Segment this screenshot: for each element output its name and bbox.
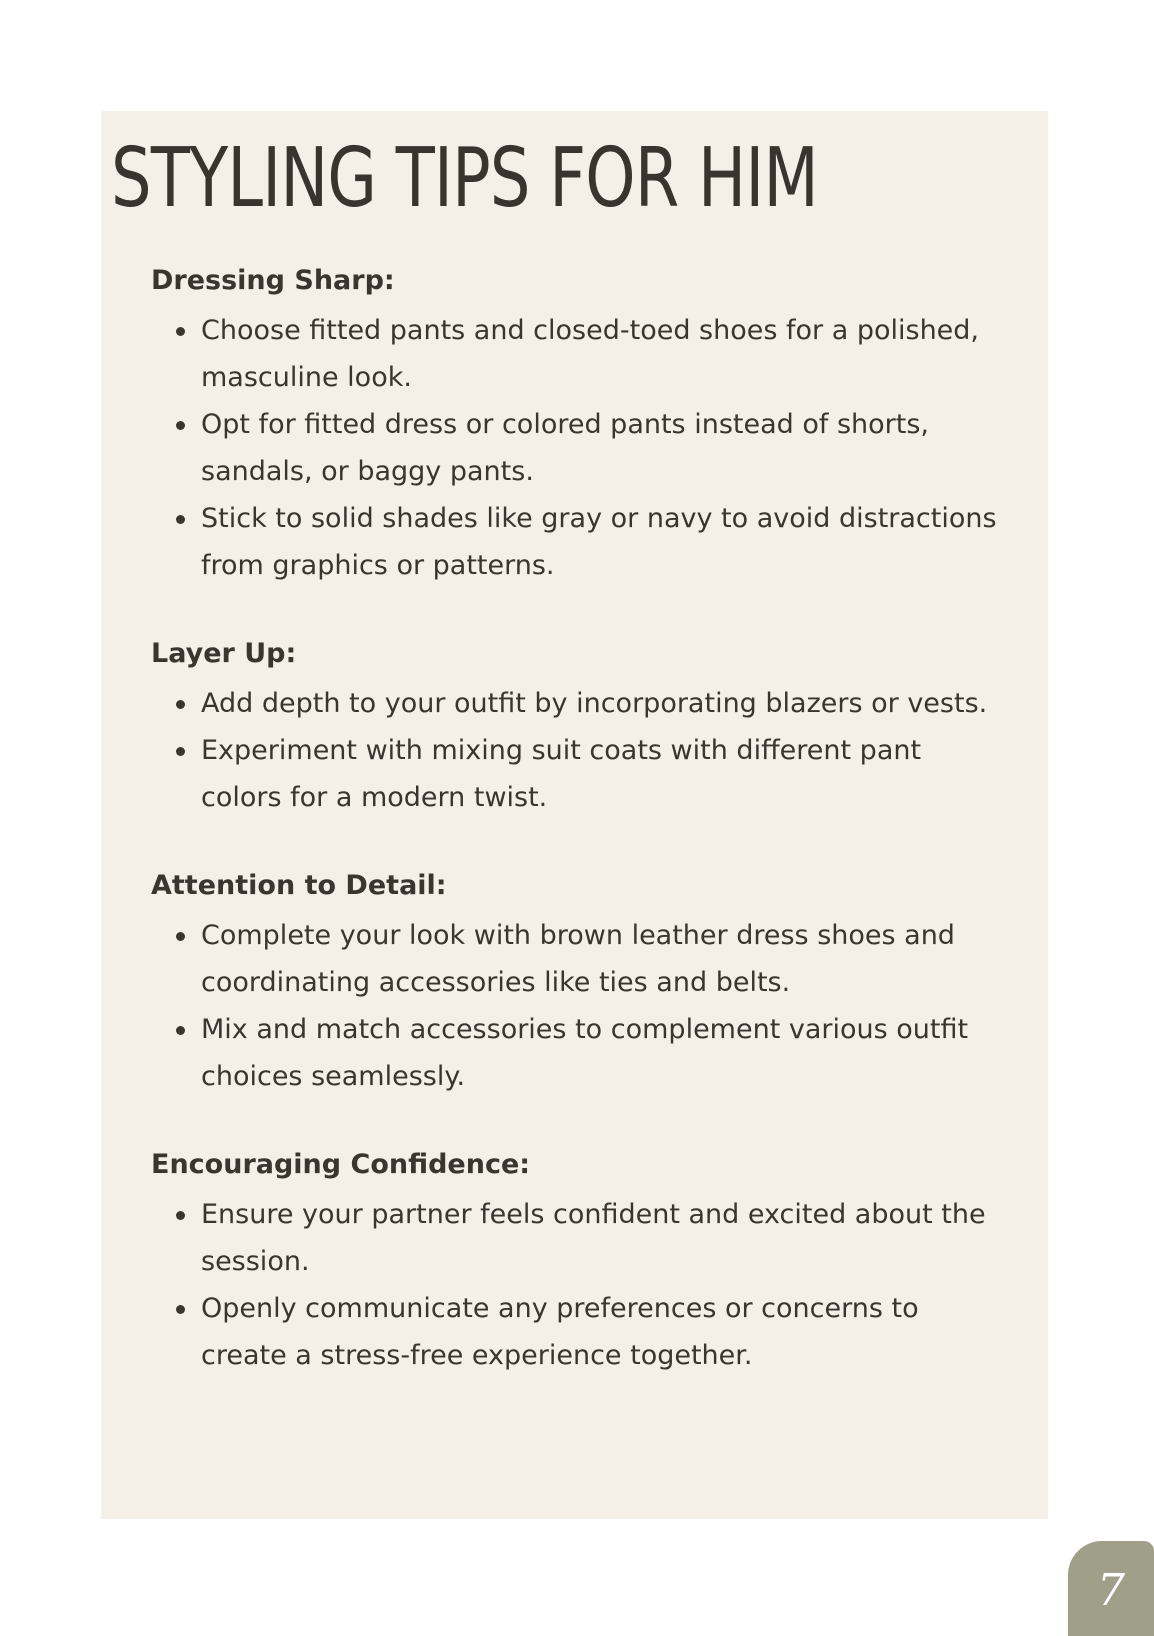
section-dressing-sharp	[151, 263, 1001, 589]
bullet-item: Openly communicate any preferences or concerns to create a stress-free experience together.	[151, 1285, 1001, 1379]
bullet-list	[151, 1191, 1001, 1379]
bullet-item: Stick to solid shades like gray or navy to avoid distractions from graphics or patterns.	[151, 495, 1001, 589]
page-title: STYLING TIPS FOR HIM	[111, 131, 818, 226]
bullet-list	[151, 307, 1001, 589]
section-attention-to-detail	[151, 868, 1001, 1100]
page-number-tab	[1068, 1541, 1154, 1636]
section-heading: Attention to Detail:	[151, 870, 447, 901]
bullet-item: Ensure your partner feels confident and excited about the session.	[151, 1191, 1001, 1285]
section-heading: Layer Up:	[151, 638, 297, 669]
tips-sections	[151, 263, 1001, 1426]
bullet-item: Choose fitted pants and closed-toed shoes for a polished, masculine look.	[151, 307, 1001, 401]
bullet-item: Complete your look with brown leather dress shoes and coordinating accessories like ties and belts.	[151, 912, 1001, 1006]
bullet-list	[151, 680, 1001, 821]
page-number: 7	[1097, 1565, 1125, 1616]
bullet-item: Mix and match accessories to complement various outfit choices seamlessly.	[151, 1006, 1001, 1100]
section-layer-up	[151, 636, 1001, 821]
bullet-item: Opt for fitted dress or colored pants instead of shorts, sandals, or baggy pants.	[151, 401, 1001, 495]
bullet-item: Experiment with mixing suit coats with different pant colors for a modern twist.	[151, 727, 1001, 821]
bullet-item: Add depth to your outfit by incorporating blazers or vests.	[151, 680, 1001, 727]
bullet-list	[151, 912, 1001, 1100]
section-heading: Dressing Sharp:	[151, 265, 395, 296]
content-panel	[101, 111, 1048, 1519]
section-encouraging-confidence	[151, 1147, 1001, 1379]
section-heading: Encouraging Confidence:	[151, 1149, 531, 1180]
